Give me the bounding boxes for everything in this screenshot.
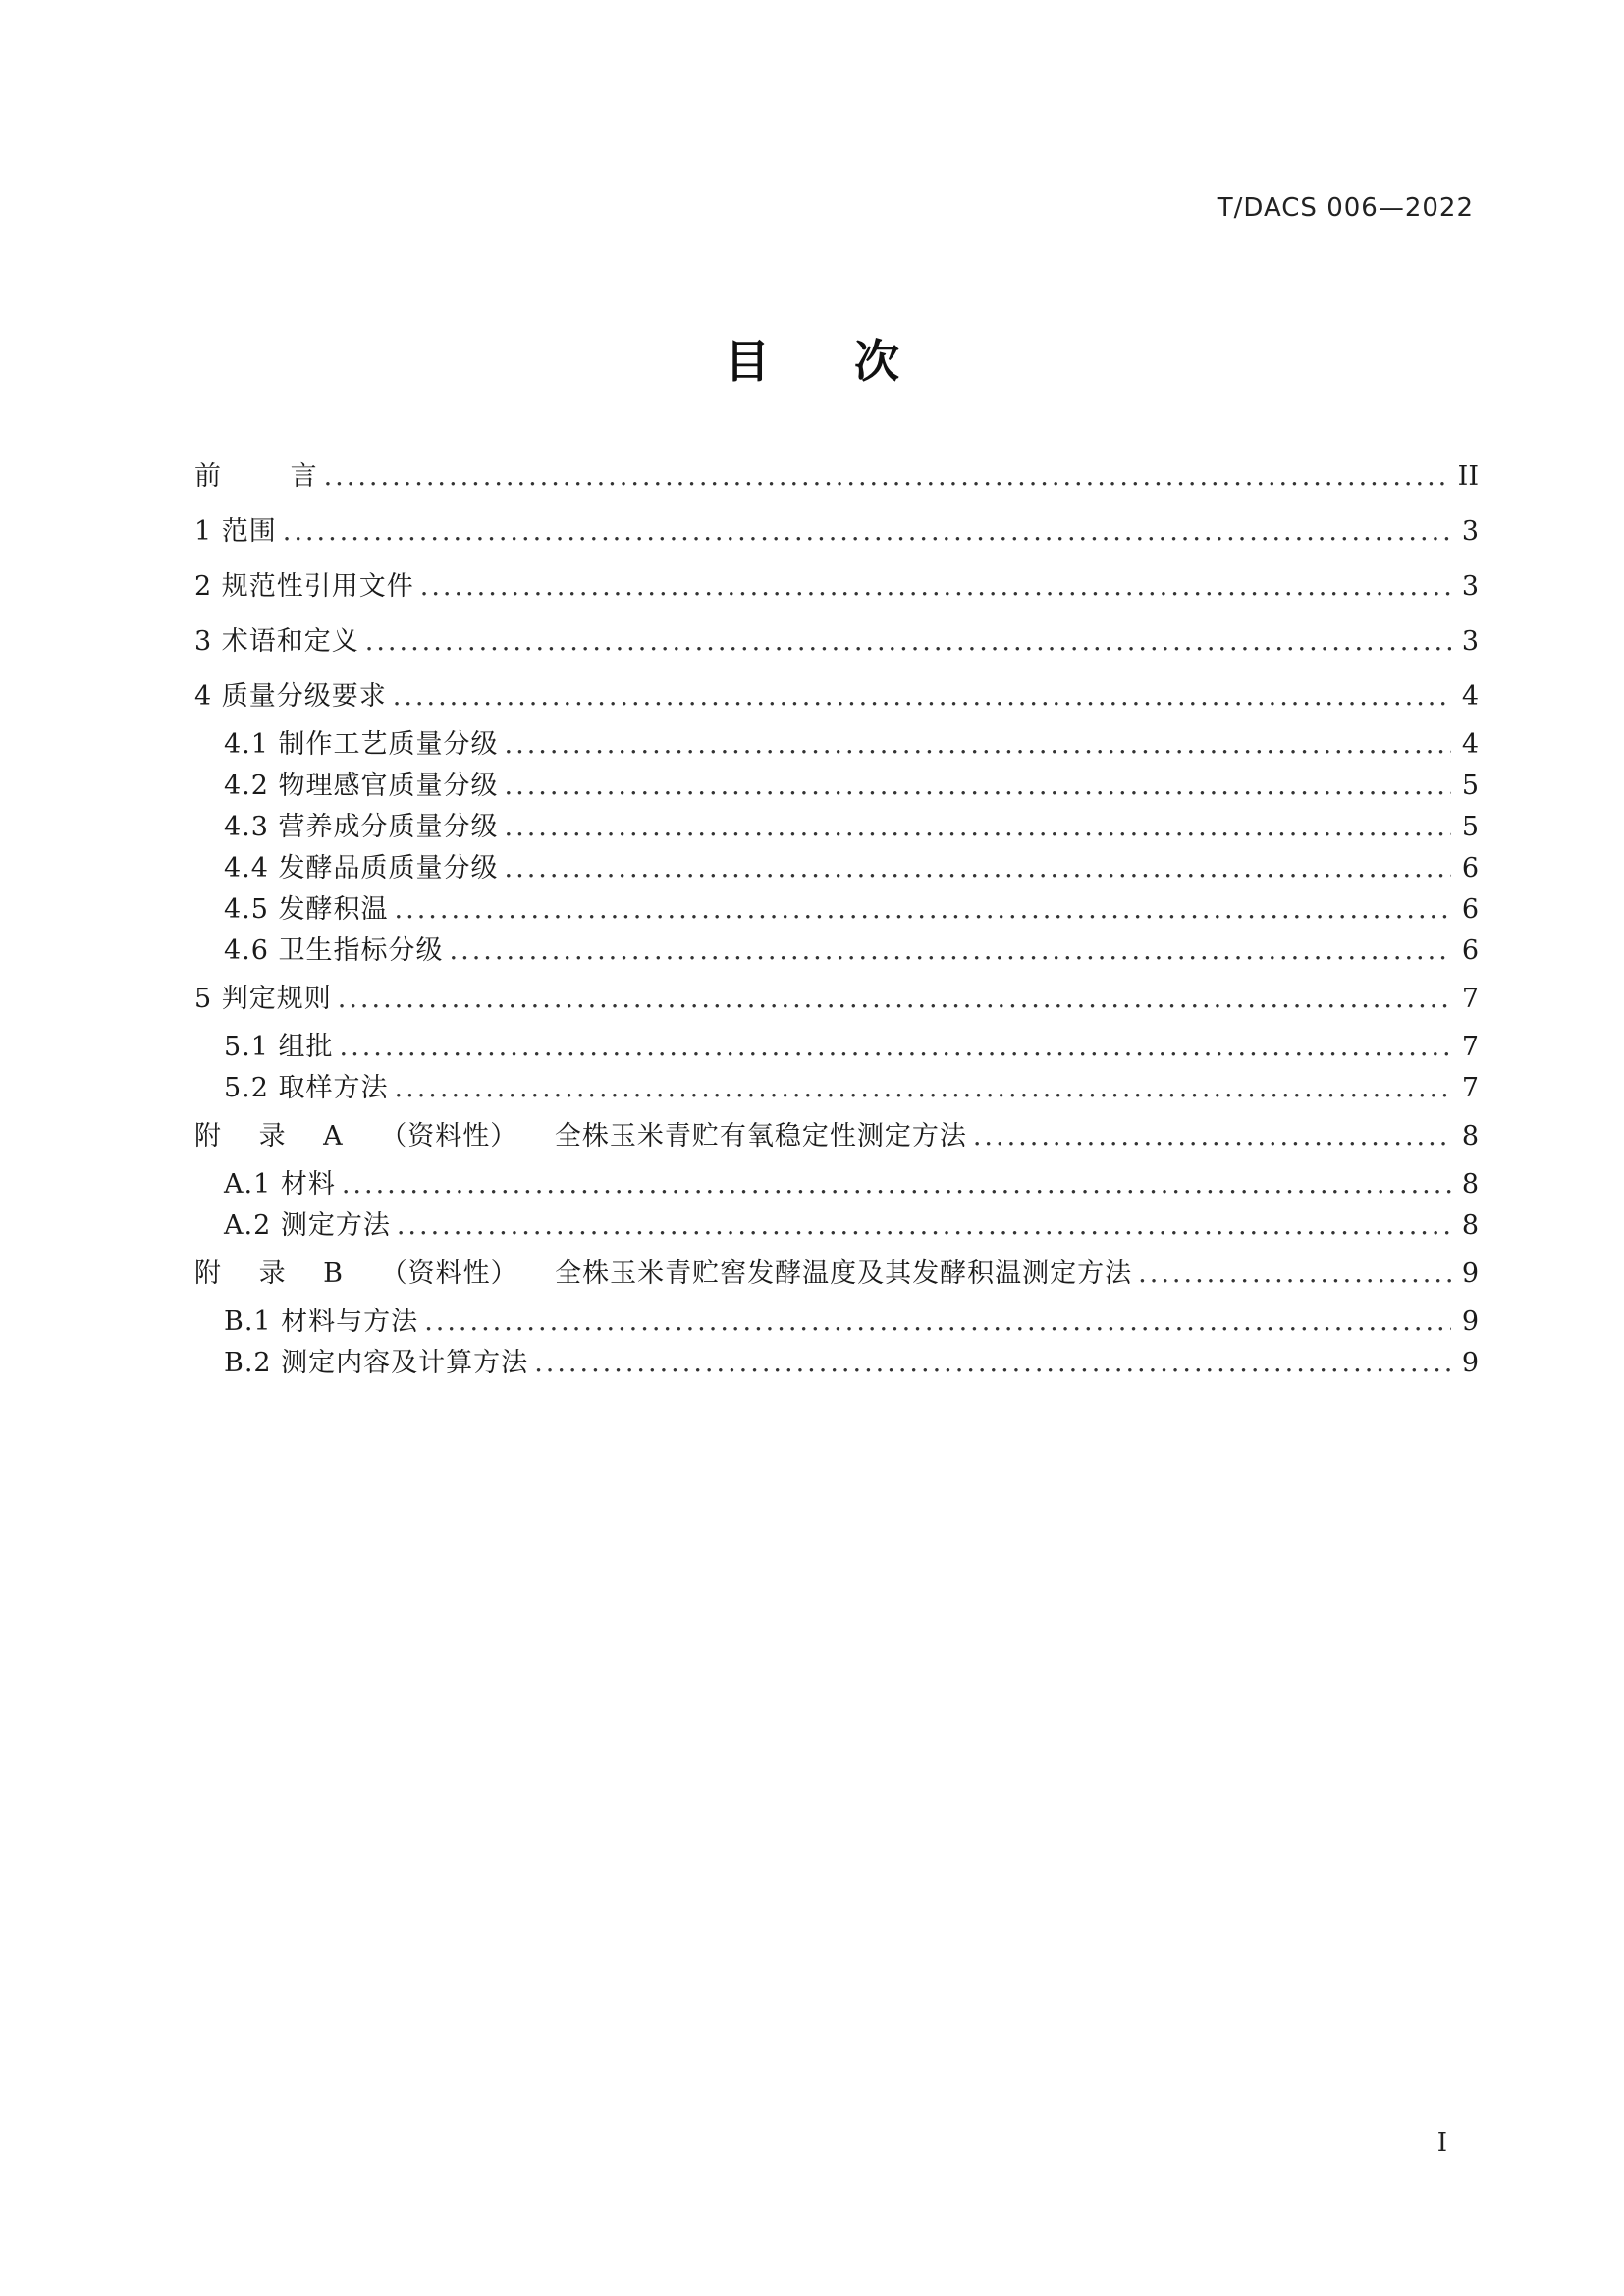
toc-entry-4-5[interactable]	[194, 889, 1479, 931]
toc-entry-label: 4.6 卫生指标分级	[224, 935, 444, 966]
toc-entry-page: 8	[1461, 1169, 1479, 1200]
toc-entry-page: 9	[1461, 1258, 1479, 1289]
toc-entry-4-4[interactable]	[194, 848, 1479, 889]
toc-entry-label: 5.1 组批	[224, 1032, 334, 1062]
toc-entry-label: 4.5 发酵积温	[224, 894, 389, 925]
toc-entry-page: 9	[1461, 1348, 1479, 1378]
toc-leader-dots	[395, 889, 1451, 931]
toc-entry-page: 9	[1461, 1307, 1479, 1337]
toc-leader-dots	[450, 931, 1451, 972]
toc-entry-appendix-b[interactable]	[194, 1247, 1479, 1302]
toc-leader-dots	[973, 1109, 1451, 1164]
toc-entry-page: 5	[1461, 771, 1479, 801]
toc-entry-foreword[interactable]	[194, 450, 1479, 505]
toc-leader-dots	[393, 669, 1451, 724]
page-number: I	[1436, 2128, 1447, 2158]
toc-leader-dots	[424, 1302, 1451, 1343]
toc-entry-page: 7	[1461, 1073, 1479, 1103]
toc-entry-page: 4	[1461, 729, 1479, 760]
toc-entry-page: 5	[1461, 812, 1479, 842]
toc-entry-label: 5 判定规则	[194, 984, 332, 1014]
toc-entry-label: 4.2 物理感官质量分级	[224, 771, 499, 801]
toc-entry-label: 5.2 取样方法	[224, 1073, 389, 1103]
toc-entry-a-2[interactable]	[194, 1205, 1479, 1247]
document-code: T/DACS 006—2022	[1217, 193, 1474, 223]
toc-entry-5-1[interactable]	[194, 1027, 1479, 1068]
toc-entry-b-1[interactable]	[194, 1302, 1479, 1343]
toc-leader-dots	[505, 766, 1451, 807]
toc-entry-page: 7	[1461, 1032, 1479, 1062]
toc-leader-dots	[505, 848, 1451, 889]
toc-entry-label: 3 术语和定义	[194, 626, 359, 657]
toc-leader-dots	[365, 614, 1451, 669]
toc-entry-2[interactable]	[194, 560, 1479, 614]
toc-entry-label: 前 言	[194, 461, 318, 492]
toc-leader-dots	[338, 972, 1451, 1027]
toc-leader-dots	[324, 450, 1451, 505]
toc-entry-label: A.2 测定方法	[224, 1210, 391, 1241]
toc-leader-dots	[340, 1027, 1451, 1068]
toc-entry-page: 6	[1461, 894, 1479, 925]
toc-leader-dots	[505, 724, 1451, 766]
toc-entry-4-3[interactable]	[194, 807, 1479, 848]
toc-leader-dots	[397, 1205, 1451, 1247]
toc-entry-page: 4	[1461, 681, 1479, 712]
toc-entry-page: 3	[1461, 571, 1479, 602]
toc-entry-label: B.2 测定内容及计算方法	[224, 1348, 529, 1378]
toc-entry-b-2[interactable]	[194, 1343, 1479, 1384]
toc-entry-4-6[interactable]	[194, 931, 1479, 972]
toc-entry-appendix-a[interactable]	[194, 1109, 1479, 1164]
toc-leader-dots	[395, 1068, 1451, 1109]
toc-entry-page: 3	[1461, 626, 1479, 657]
toc-entry-label: 4.4 发酵品质质量分级	[224, 853, 499, 883]
toc-entry-label: B.1 材料与方法	[224, 1307, 419, 1337]
toc-entry-label: 附 录 A （资料性） 全株玉米青贮有氧稳定性测定方法	[194, 1121, 967, 1151]
toc-leader-dots	[505, 807, 1451, 848]
toc-leader-dots	[1138, 1247, 1451, 1302]
toc-entry-4-2[interactable]	[194, 766, 1479, 807]
toc-entry-label: 2 规范性引用文件	[194, 571, 414, 602]
toc-leader-dots	[342, 1164, 1451, 1205]
toc-entry-page: 8	[1461, 1210, 1479, 1241]
toc-entry-a-1[interactable]	[194, 1164, 1479, 1205]
toc-leader-dots	[420, 560, 1451, 614]
toc-entry-label: 1 范围	[194, 516, 277, 547]
toc-entry-label: 4.1 制作工艺质量分级	[224, 729, 499, 760]
toc-leader-dots	[534, 1343, 1451, 1384]
toc-entry-1[interactable]	[194, 505, 1479, 560]
toc-entry-page: II	[1457, 461, 1479, 492]
toc-entry-label: 附 录 B （资料性） 全株玉米青贮窖发酵温度及其发酵积温测定方法	[194, 1258, 1133, 1289]
toc-entry-page: 6	[1461, 935, 1479, 966]
toc-entry-page: 6	[1461, 853, 1479, 883]
page-title: 目 次	[724, 335, 899, 388]
toc-entry-page: 3	[1461, 516, 1479, 547]
toc-entry-4[interactable]	[194, 669, 1479, 724]
toc-entry-page: 7	[1461, 984, 1479, 1014]
toc-entry-label: 4 质量分级要求	[194, 681, 387, 712]
toc-entry-4-1[interactable]	[194, 724, 1479, 766]
table-of-contents	[194, 450, 1479, 1384]
toc-entry-5[interactable]	[194, 972, 1479, 1027]
toc-entry-label: A.1 材料	[224, 1169, 336, 1200]
toc-entry-3[interactable]	[194, 614, 1479, 669]
toc-leader-dots	[283, 505, 1451, 560]
toc-entry-page: 8	[1461, 1121, 1479, 1151]
toc-entry-5-2[interactable]	[194, 1068, 1479, 1109]
toc-entry-label: 4.3 营养成分质量分级	[224, 812, 499, 842]
